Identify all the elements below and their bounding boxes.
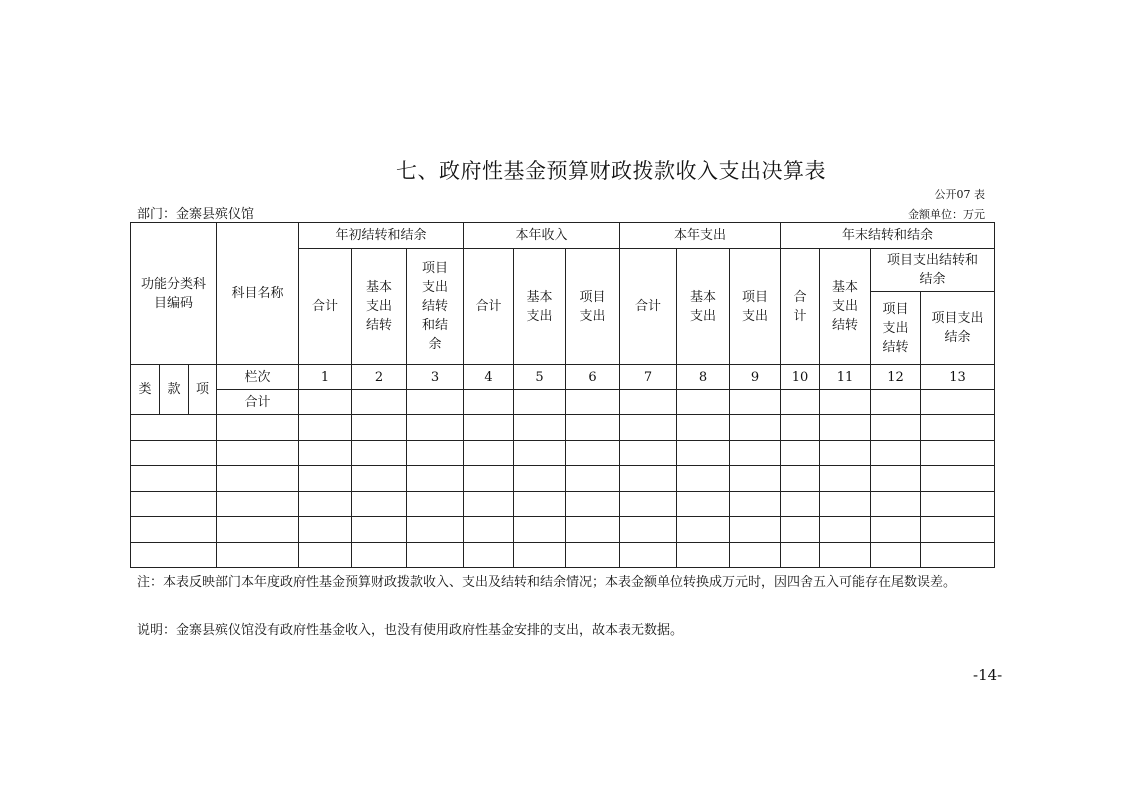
header-name: 科目名称 xyxy=(217,223,299,365)
table-cell xyxy=(781,466,820,492)
header-expense-project: 项目支出 xyxy=(730,249,781,365)
header-group-income: 本年收入 xyxy=(464,223,620,249)
header-xiang: 项 xyxy=(189,365,217,415)
table-cell xyxy=(407,441,464,466)
table-cell xyxy=(352,415,407,441)
table-cell xyxy=(352,390,407,415)
table-cell xyxy=(566,517,620,543)
table-cell xyxy=(871,543,921,568)
table-cell xyxy=(352,492,407,517)
table-cell xyxy=(352,543,407,568)
table-cell xyxy=(352,466,407,492)
table-cell xyxy=(730,543,781,568)
header-income-total: 合计 xyxy=(464,249,514,365)
header-group-end: 年末结转和结余 xyxy=(781,223,995,249)
header-begin-total: 合计 xyxy=(299,249,352,365)
table-cell xyxy=(620,441,677,466)
table-cell xyxy=(352,441,407,466)
table-row xyxy=(131,517,995,543)
table-cell xyxy=(677,543,730,568)
table-row xyxy=(131,492,995,517)
column-number: 4 xyxy=(464,365,514,390)
table-cell xyxy=(299,390,352,415)
budget-table xyxy=(130,222,995,568)
table-cell xyxy=(514,517,566,543)
table-cell xyxy=(781,517,820,543)
header-group-begin: 年初结转和结余 xyxy=(299,223,464,249)
page-number: -14- xyxy=(973,666,1003,684)
table-cell xyxy=(217,543,299,568)
table-cell xyxy=(677,441,730,466)
table-cell xyxy=(820,543,871,568)
table-cell xyxy=(781,441,820,466)
table-cell xyxy=(921,415,995,441)
table-cell xyxy=(820,492,871,517)
table-cell xyxy=(871,466,921,492)
column-number: 1 xyxy=(299,365,352,390)
table-cell xyxy=(620,390,677,415)
table-cell xyxy=(464,390,514,415)
department-label: 部门：金寨县殡仪馆 xyxy=(137,207,255,222)
table-cell xyxy=(566,543,620,568)
table-cell xyxy=(730,517,781,543)
table-cell xyxy=(514,415,566,441)
table-cell xyxy=(921,492,995,517)
column-number: 8 xyxy=(677,365,730,390)
header-code: 功能分类科目编码 xyxy=(131,223,217,365)
page-title: 七、政府性基金预算财政拨款收入支出决算表 xyxy=(396,159,826,183)
form-number: 公开07 表 xyxy=(934,188,985,201)
table-cell xyxy=(299,441,352,466)
column-number: 3 xyxy=(407,365,464,390)
table-cell xyxy=(820,517,871,543)
table-cell xyxy=(407,492,464,517)
table-cell xyxy=(514,441,566,466)
table-cell xyxy=(131,415,217,441)
table-cell xyxy=(677,415,730,441)
table-cell xyxy=(299,492,352,517)
table-cell xyxy=(407,415,464,441)
table-cell xyxy=(677,390,730,415)
table-cell xyxy=(407,390,464,415)
column-number: 7 xyxy=(620,365,677,390)
table-cell xyxy=(299,466,352,492)
table-cell xyxy=(620,415,677,441)
amount-unit: 金额单位：万元 xyxy=(908,208,985,221)
table-cell xyxy=(730,441,781,466)
table-cell xyxy=(217,441,299,466)
table-cell xyxy=(131,543,217,568)
table-cell xyxy=(464,517,514,543)
header-expense-total: 合计 xyxy=(620,249,677,365)
header-group-expense: 本年支出 xyxy=(620,223,781,249)
table-cell xyxy=(921,441,995,466)
table-cell xyxy=(131,517,217,543)
table-cell xyxy=(820,441,871,466)
table-cell xyxy=(464,415,514,441)
header-lei: 类 xyxy=(131,365,160,415)
table-cell xyxy=(781,415,820,441)
table-cell xyxy=(781,543,820,568)
table-cell xyxy=(677,517,730,543)
table-cell xyxy=(407,466,464,492)
table-cell xyxy=(620,543,677,568)
table-cell xyxy=(620,466,677,492)
table-row xyxy=(131,543,995,568)
table-cell xyxy=(871,441,921,466)
table-cell xyxy=(514,466,566,492)
table-cell xyxy=(299,517,352,543)
table-cell xyxy=(217,517,299,543)
column-number: 11 xyxy=(820,365,871,390)
table-cell xyxy=(464,543,514,568)
table-cell xyxy=(407,517,464,543)
table-cell xyxy=(566,415,620,441)
table-cell xyxy=(131,441,217,466)
header-end-basic: 基本支出结转 xyxy=(820,249,871,365)
table-cell xyxy=(921,543,995,568)
column-number: 5 xyxy=(514,365,566,390)
table-row xyxy=(131,415,995,441)
column-number: 10 xyxy=(781,365,820,390)
table-cell xyxy=(464,492,514,517)
table-cell xyxy=(407,543,464,568)
table-note: 注：本表反映部门本年度政府性基金预算财政拨款收入、支出及结转和结余情况；本表金额单位转换成万元时，因四舍五入可能存在尾数误差。 xyxy=(137,575,957,590)
explanation-text: 说明：金寨县殡仪馆没有政府性基金收入，也没有使用政府性基金安排的支出，故本表无数据。 xyxy=(137,623,684,638)
table-cell xyxy=(566,441,620,466)
table-cell xyxy=(514,492,566,517)
table-cell xyxy=(217,466,299,492)
table-row-total xyxy=(131,390,995,415)
header-begin-project: 项目支出结转和结余 xyxy=(407,249,464,365)
table-row xyxy=(131,441,995,466)
header-end-project-carry: 项目支出结转 xyxy=(871,292,921,365)
table-cell xyxy=(730,415,781,441)
table-cell xyxy=(566,466,620,492)
header-income-project: 项目支出 xyxy=(566,249,620,365)
table-cell xyxy=(921,466,995,492)
table-cell xyxy=(217,492,299,517)
header-end-project-surplus: 项目支出结余 xyxy=(921,292,995,365)
row-total-label: 合计 xyxy=(217,390,299,415)
table-cell xyxy=(730,492,781,517)
table-cell xyxy=(730,390,781,415)
table-cell xyxy=(514,390,566,415)
table-cell xyxy=(871,390,921,415)
table-cell xyxy=(514,543,566,568)
column-number: 9 xyxy=(730,365,781,390)
table-cell xyxy=(677,492,730,517)
column-number: 2 xyxy=(352,365,407,390)
table-cell xyxy=(677,466,730,492)
header-expense-basic: 基本支出 xyxy=(677,249,730,365)
header-lanci: 栏次 xyxy=(217,365,299,390)
table-cell xyxy=(620,517,677,543)
column-number: 6 xyxy=(566,365,620,390)
header-end-total: 合计 xyxy=(781,249,820,365)
table-cell xyxy=(566,492,620,517)
table-cell xyxy=(131,466,217,492)
header-kuan: 款 xyxy=(160,365,189,415)
table-cell xyxy=(131,492,217,517)
header-begin-basic: 基本支出结转 xyxy=(352,249,407,365)
table-cell xyxy=(464,466,514,492)
table-cell xyxy=(921,517,995,543)
column-number: 12 xyxy=(871,365,921,390)
table-cell xyxy=(299,415,352,441)
table-cell xyxy=(464,441,514,466)
table-cell xyxy=(921,390,995,415)
table-row xyxy=(131,466,995,492)
header-income-basic: 基本支出 xyxy=(514,249,566,365)
table-cell xyxy=(299,543,352,568)
table-cell xyxy=(820,390,871,415)
table-cell xyxy=(781,492,820,517)
table-cell xyxy=(730,466,781,492)
table-cell xyxy=(871,492,921,517)
table-cell xyxy=(871,517,921,543)
table-cell xyxy=(620,492,677,517)
table-cell xyxy=(871,415,921,441)
header-end-project-group: 项目支出结转和结余 xyxy=(871,249,995,292)
table-cell xyxy=(352,517,407,543)
table-cell xyxy=(566,390,620,415)
column-number: 13 xyxy=(921,365,995,390)
table-cell xyxy=(820,466,871,492)
table-cell xyxy=(217,415,299,441)
table-cell xyxy=(781,390,820,415)
table-cell xyxy=(820,415,871,441)
